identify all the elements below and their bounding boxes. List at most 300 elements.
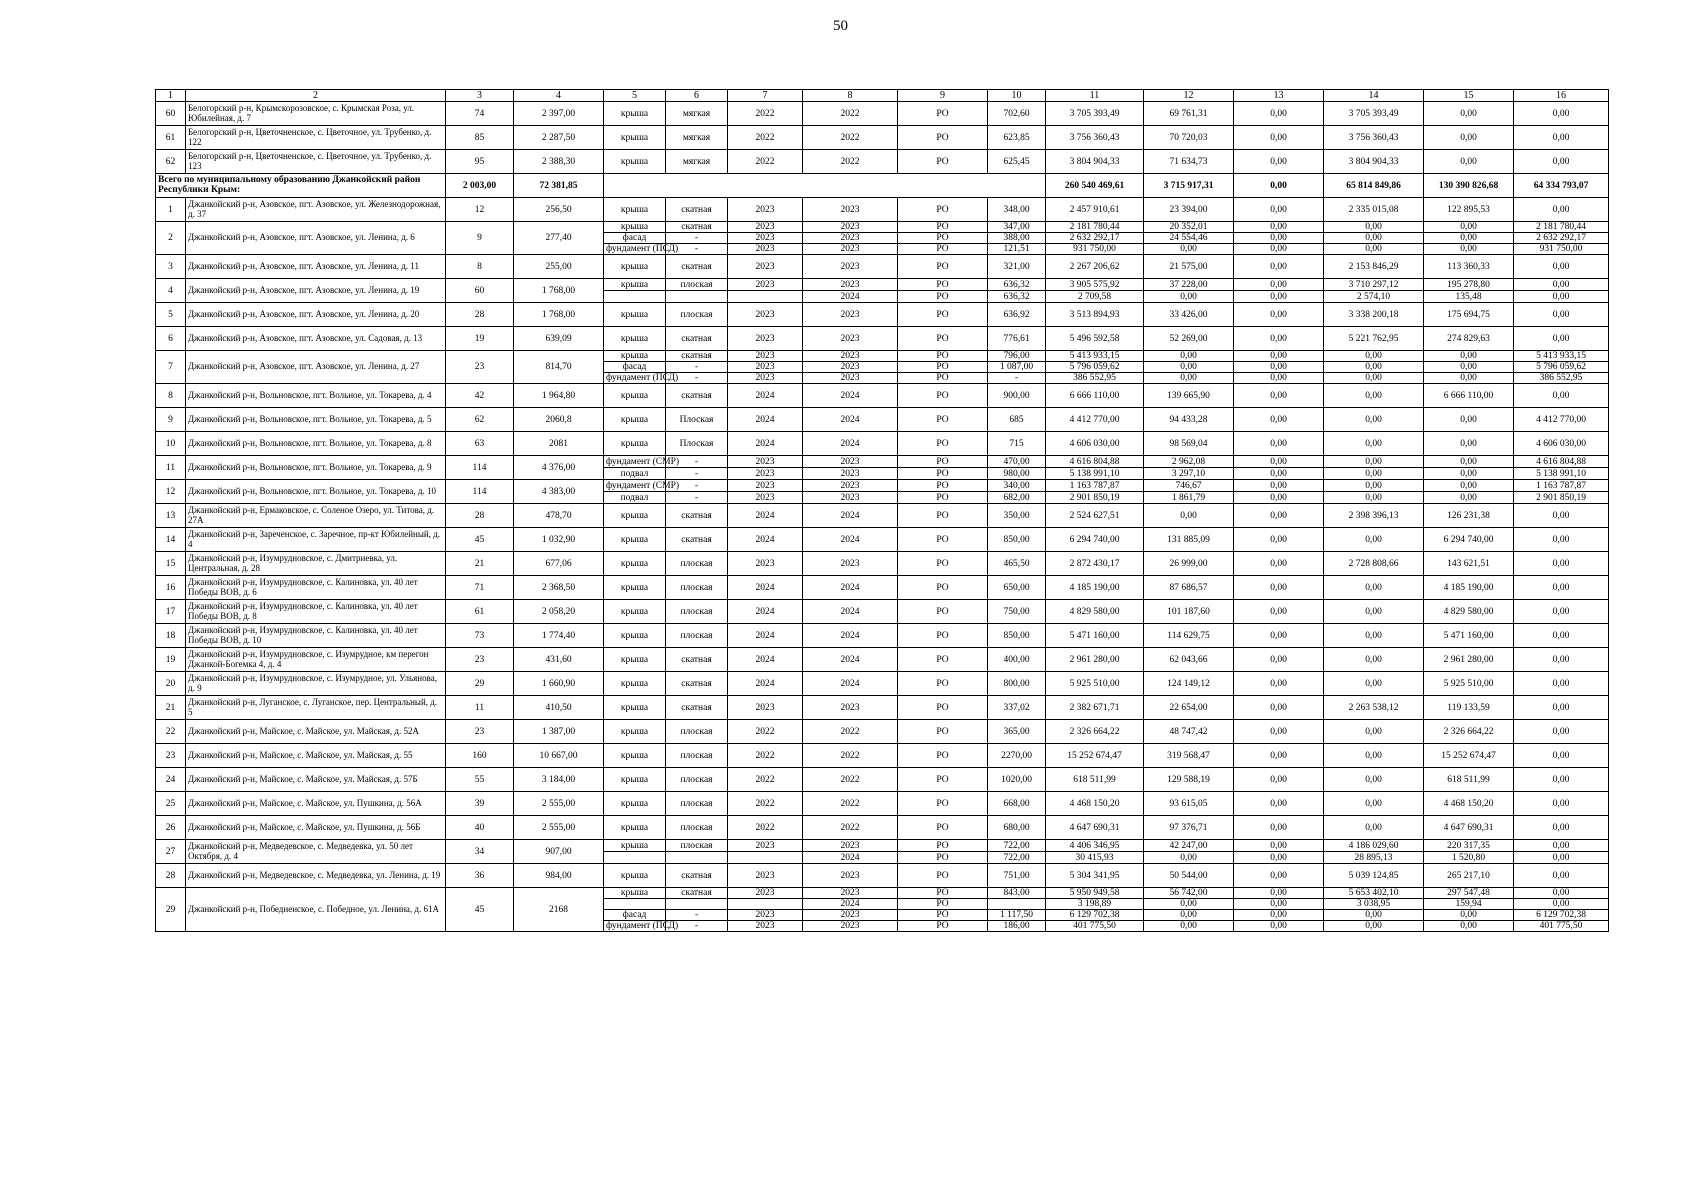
fund-republic: 0,00 [1324, 233, 1424, 244]
psd-cost: 97 376,71 [1144, 816, 1234, 840]
fund-republic: 3 038,95 [1324, 899, 1424, 910]
year-end: 2023 [803, 255, 898, 279]
psd-cost: 62 043,66 [1144, 648, 1234, 672]
building-area: 4 376,00 [514, 456, 604, 480]
building-address: Джанкойский р-н, Азовское, пгт. Азовское, ул. Ленина, д. 19 [186, 279, 446, 303]
work-type: фундамент (ПСД) [604, 373, 666, 384]
year-end: 2023 [803, 351, 898, 362]
work-type: крыша [604, 600, 666, 624]
year-start: 2024 [728, 408, 803, 432]
year-start: 2024 [728, 528, 803, 552]
apartments-count: 23 [446, 720, 514, 744]
fund-federal: 0,00 [1234, 840, 1324, 852]
fund-local: 6 666 110,00 [1424, 384, 1514, 408]
fund-local: 274 829,63 [1424, 327, 1514, 351]
total-cost: 4 468 150,20 [1046, 792, 1144, 816]
table-row [156, 768, 1609, 792]
table-row [156, 528, 1609, 552]
year-end: 2022 [803, 768, 898, 792]
roof-type: - [666, 362, 728, 373]
year-end: 2024 [803, 408, 898, 432]
area [988, 899, 1046, 910]
fund-local: 135,48 [1424, 291, 1514, 303]
table-row [156, 888, 1609, 899]
fund-republic: 0,00 [1324, 351, 1424, 362]
apartments-count: 74 [446, 102, 514, 126]
roof-type: скатная [666, 864, 728, 888]
fund-republic: 0,00 [1324, 576, 1424, 600]
fund-owners: 401 775,50 [1514, 921, 1609, 932]
work-type: фасад [604, 910, 666, 921]
area: 680,00 [988, 816, 1046, 840]
fund-owners: 0,00 [1514, 528, 1609, 552]
year-start: 2022 [728, 150, 803, 174]
fund-republic: 5 221 762,95 [1324, 327, 1424, 351]
year-end: 2023 [803, 480, 898, 492]
roof-type: скатная [666, 672, 728, 696]
building-address: Джанкойский р-н, Изумрудновское, с. Калиновка, ул. 40 лет Победы ВОВ, д. 6 [186, 576, 446, 600]
fund-owners: 0,00 [1514, 899, 1609, 910]
fund-local: 1 520,80 [1424, 852, 1514, 864]
psd-cost: 124 149,12 [1144, 672, 1234, 696]
year-end: 2023 [803, 456, 898, 468]
fund-local: 0,00 [1424, 468, 1514, 480]
row-number: 8 [156, 384, 186, 408]
table-row [156, 504, 1609, 528]
executor: РО [898, 291, 988, 303]
work-type [604, 291, 666, 303]
building-area: 2 555,00 [514, 792, 604, 816]
column-number: 7 [728, 90, 803, 102]
year-start: 2022 [728, 744, 803, 768]
row-number: 3 [156, 255, 186, 279]
table-row [156, 408, 1609, 432]
psd-cost: 98 569,04 [1144, 432, 1234, 456]
total-fund-republic: 65 814 849,86 [1324, 174, 1424, 198]
executor: РО [898, 480, 988, 492]
executor: РО [898, 696, 988, 720]
fund-owners: 0,00 [1514, 126, 1609, 150]
year-start [728, 852, 803, 864]
fund-federal: 0,00 [1234, 291, 1324, 303]
fund-republic: 0,00 [1324, 362, 1424, 373]
psd-cost: 0,00 [1144, 373, 1234, 384]
fund-local: 4 647 690,31 [1424, 816, 1514, 840]
executor: РО [898, 362, 988, 373]
fund-local: 175 694,75 [1424, 303, 1514, 327]
area: 715 [988, 432, 1046, 456]
roof-type: скатная [666, 888, 728, 899]
building-address: Джанкойский р-н, Изумрудновское, с. Изумрудное, ул. Ульянова, д. 9 [186, 672, 446, 696]
total-cost: 6 294 740,00 [1046, 528, 1144, 552]
year-end: 2022 [803, 816, 898, 840]
apartments-count: 61 [446, 600, 514, 624]
table-row [156, 840, 1609, 852]
row-number: 27 [156, 840, 186, 864]
year-end: 2024 [803, 528, 898, 552]
fund-republic: 0,00 [1324, 910, 1424, 921]
fund-federal: 0,00 [1234, 910, 1324, 921]
work-type: фундамент (ПСД) [604, 244, 666, 255]
total-cost: 3 513 894,93 [1046, 303, 1144, 327]
fund-owners: 0,00 [1514, 720, 1609, 744]
total-cost: 3 705 393,49 [1046, 102, 1144, 126]
building-area: 256,50 [514, 198, 604, 222]
year-start: 2023 [728, 198, 803, 222]
fund-owners: 0,00 [1514, 768, 1609, 792]
year-start [728, 291, 803, 303]
row-number: 4 [156, 279, 186, 303]
roof-type: скатная [666, 696, 728, 720]
roof-type: - [666, 233, 728, 244]
table-row [156, 102, 1609, 126]
year-start: 2024 [728, 384, 803, 408]
year-start: 2023 [728, 888, 803, 899]
total-cost: 6 129 702,38 [1046, 910, 1144, 921]
psd-cost: 129 588,19 [1144, 768, 1234, 792]
year-start: 2023 [728, 351, 803, 362]
fund-owners: 0,00 [1514, 255, 1609, 279]
fund-federal: 0,00 [1234, 768, 1324, 792]
work-type: крыша [604, 576, 666, 600]
building-area: 255,00 [514, 255, 604, 279]
apartments-count: 23 [446, 648, 514, 672]
row-number: 22 [156, 720, 186, 744]
psd-cost: 0,00 [1144, 244, 1234, 255]
fund-owners: 0,00 [1514, 102, 1609, 126]
page-number: 50 [833, 18, 848, 34]
apartments-count: 36 [446, 864, 514, 888]
area: 400,00 [988, 648, 1046, 672]
table-row [156, 720, 1609, 744]
row-number: 12 [156, 480, 186, 504]
building-area: 2168 [514, 888, 604, 932]
area: 650,00 [988, 576, 1046, 600]
fund-local: 143 621,51 [1424, 552, 1514, 576]
psd-cost: 114 629,75 [1144, 624, 1234, 648]
row-number: 25 [156, 792, 186, 816]
roof-type: плоская [666, 720, 728, 744]
fund-federal: 0,00 [1234, 696, 1324, 720]
fund-owners: 0,00 [1514, 624, 1609, 648]
roof-type: скатная [666, 384, 728, 408]
executor: РО [898, 744, 988, 768]
area: 722,00 [988, 840, 1046, 852]
apartments-count: 8 [446, 255, 514, 279]
fund-owners: 931 750,00 [1514, 244, 1609, 255]
fund-owners: 0,00 [1514, 552, 1609, 576]
area: 682,00 [988, 492, 1046, 504]
executor: РО [898, 150, 988, 174]
building-area: 410,50 [514, 696, 604, 720]
fund-owners: 0,00 [1514, 672, 1609, 696]
fund-owners: 0,00 [1514, 840, 1609, 852]
fund-local: 6 294 740,00 [1424, 528, 1514, 552]
apartments-count: 39 [446, 792, 514, 816]
work-type: крыша [604, 792, 666, 816]
year-start: 2024 [728, 600, 803, 624]
building-area: 2 058,20 [514, 600, 604, 624]
year-start: 2024 [728, 624, 803, 648]
building-address: Белогорский р-н, Цветочненское, с. Цветочное, ул. Трубенко, д. 122 [186, 126, 446, 150]
building-area: 2 368,50 [514, 576, 604, 600]
executor: РО [898, 222, 988, 233]
total-cost: 4 829 580,00 [1046, 600, 1144, 624]
year-end: 2023 [803, 303, 898, 327]
fund-local: 0,00 [1424, 480, 1514, 492]
building-address: Белогорский р-н, Крымскорозовское, с. Крымская Роза, ул. Юбилейная, д. 7 [186, 102, 446, 126]
fund-federal: 0,00 [1234, 744, 1324, 768]
building-address: Джанкойский р-н, Вольновское, пгт. Вольное, ул. Токарева, д. 4 [186, 384, 446, 408]
total-cost: 618 511,99 [1046, 768, 1144, 792]
building-address: Джанкойский р-н, Изумрудновское, с. Изумрудное, км перегон Джанкой-Богемка 4, д. 4 [186, 648, 446, 672]
executor: РО [898, 672, 988, 696]
table-row [156, 816, 1609, 840]
psd-cost: 33 426,00 [1144, 303, 1234, 327]
work-type: фасад [604, 362, 666, 373]
building-address: Джанкойский р-н, Азовское, пгт. Азовское, ул. Ленина, д. 6 [186, 222, 446, 255]
fund-republic: 0,00 [1324, 244, 1424, 255]
year-start: 2022 [728, 126, 803, 150]
executor: РО [898, 303, 988, 327]
row-number: 26 [156, 816, 186, 840]
total-cost: 30 415,93 [1046, 852, 1144, 864]
column-number: 16 [1514, 90, 1609, 102]
executor: РО [898, 492, 988, 504]
fund-local: 0,00 [1424, 102, 1514, 126]
roof-type: плоская [666, 840, 728, 852]
building-address: Джанкойский р-н, Майское, с. Майское, ул. Майская, д. 52А [186, 720, 446, 744]
fund-republic: 2 574,10 [1324, 291, 1424, 303]
fund-federal: 0,00 [1234, 150, 1324, 174]
table-row [156, 198, 1609, 222]
total-cost: 5 138 991,10 [1046, 468, 1144, 480]
fund-federal: 0,00 [1234, 899, 1324, 910]
area: 186,00 [988, 921, 1046, 932]
total-cost: 5 796 059,62 [1046, 362, 1144, 373]
work-type: крыша [604, 768, 666, 792]
fund-federal: 0,00 [1234, 600, 1324, 624]
fund-local: 2 961 280,00 [1424, 648, 1514, 672]
psd-cost: 42 247,00 [1144, 840, 1234, 852]
area: 121,51 [988, 244, 1046, 255]
roof-type: скатная [666, 528, 728, 552]
area: 337,02 [988, 696, 1046, 720]
table-row [156, 552, 1609, 576]
year-end: 2023 [803, 921, 898, 932]
roof-type: мягкая [666, 102, 728, 126]
column-number: 9 [898, 90, 988, 102]
fund-local: 4 829 580,00 [1424, 600, 1514, 624]
building-area: 4 383,00 [514, 480, 604, 504]
fund-owners: 5 138 991,10 [1514, 468, 1609, 480]
table-row [156, 480, 1609, 492]
fund-owners: 0,00 [1514, 648, 1609, 672]
fund-owners: 0,00 [1514, 852, 1609, 864]
building-area: 639,09 [514, 327, 604, 351]
building-address: Джанкойский р-н, Вольновское, пгт. Вольное, ул. Токарева, д. 10 [186, 480, 446, 504]
fund-federal: 0,00 [1234, 552, 1324, 576]
building-area: 1 660,90 [514, 672, 604, 696]
fund-republic: 0,00 [1324, 384, 1424, 408]
roof-type: - [666, 910, 728, 921]
year-end: 2023 [803, 468, 898, 480]
fund-federal: 0,00 [1234, 244, 1324, 255]
building-address: Джанкойский р-н, Зареченское, с. Заречное, пр-кт Юбилейный, д. 4 [186, 528, 446, 552]
building-area: 814,70 [514, 351, 604, 384]
executor: РО [898, 279, 988, 291]
work-type: крыша [604, 504, 666, 528]
year-start: 2023 [728, 255, 803, 279]
fund-republic: 0,00 [1324, 222, 1424, 233]
psd-cost: 87 686,57 [1144, 576, 1234, 600]
table-row [156, 384, 1609, 408]
work-type: фундамент (СМР) [604, 480, 666, 492]
apartments-count: 21 [446, 552, 514, 576]
executor: РО [898, 852, 988, 864]
fund-owners: 0,00 [1514, 576, 1609, 600]
fund-republic: 5 653 402,10 [1324, 888, 1424, 899]
year-end: 2024 [803, 504, 898, 528]
building-area: 478,70 [514, 504, 604, 528]
executor: РО [898, 792, 988, 816]
building-area: 2081 [514, 432, 604, 456]
fund-federal: 0,00 [1234, 720, 1324, 744]
fund-republic: 28 895,13 [1324, 852, 1424, 864]
year-end: 2024 [803, 384, 898, 408]
row-number: 10 [156, 432, 186, 456]
year-start: 2023 [728, 480, 803, 492]
table-row [156, 576, 1609, 600]
fund-local: 126 231,38 [1424, 504, 1514, 528]
year-end: 2022 [803, 150, 898, 174]
column-number: 6 [666, 90, 728, 102]
fund-local: 0,00 [1424, 432, 1514, 456]
row-number: 11 [156, 456, 186, 480]
psd-cost: 131 885,09 [1144, 528, 1234, 552]
fund-republic: 0,00 [1324, 456, 1424, 468]
total-cost: 3 905 575,92 [1046, 279, 1144, 291]
area: 776,61 [988, 327, 1046, 351]
fund-local: 195 278,80 [1424, 279, 1514, 291]
area: 796,00 [988, 351, 1046, 362]
year-end: 2024 [803, 624, 898, 648]
fund-owners: 2 901 850,19 [1514, 492, 1609, 504]
fund-local: 0,00 [1424, 921, 1514, 932]
fund-federal: 0,00 [1234, 792, 1324, 816]
table-row [156, 600, 1609, 624]
year-end: 2024 [803, 291, 898, 303]
roof-type: - [666, 492, 728, 504]
roof-type: - [666, 480, 728, 492]
year-end: 2023 [803, 552, 898, 576]
fund-republic: 3 710 297,12 [1324, 279, 1424, 291]
fund-local: 159,94 [1424, 899, 1514, 910]
total-cost: 2 901 850,19 [1046, 492, 1144, 504]
work-type: крыша [604, 816, 666, 840]
fund-federal: 0,00 [1234, 504, 1324, 528]
fund-federal: 0,00 [1234, 480, 1324, 492]
roof-type: плоская [666, 816, 728, 840]
table-row [156, 279, 1609, 291]
psd-cost: 94 433,28 [1144, 408, 1234, 432]
fund-federal: 0,00 [1234, 672, 1324, 696]
fund-federal: 0,00 [1234, 362, 1324, 373]
fund-local: 15 252 674,47 [1424, 744, 1514, 768]
fund-owners: 2 632 292,17 [1514, 233, 1609, 244]
executor: РО [898, 244, 988, 255]
fund-owners: 0,00 [1514, 150, 1609, 174]
fund-republic: 0,00 [1324, 720, 1424, 744]
building-address: Джанкойский р-н, Изумрудновское, с. Калиновка, ул. 40 лет Победы ВОВ, д. 8 [186, 600, 446, 624]
area: 636,32 [988, 279, 1046, 291]
table-row [156, 648, 1609, 672]
psd-cost: 37 228,00 [1144, 279, 1234, 291]
fund-republic: 0,00 [1324, 468, 1424, 480]
building-address: Джанкойский р-н, Вольновское, пгт. Вольное, ул. Токарева, д. 9 [186, 456, 446, 480]
area: 470,00 [988, 456, 1046, 468]
row-number: 16 [156, 576, 186, 600]
year-end: 2023 [803, 840, 898, 852]
year-start: 2023 [728, 921, 803, 932]
column-number: 3 [446, 90, 514, 102]
work-type: крыша [604, 432, 666, 456]
apartments-count: 55 [446, 768, 514, 792]
psd-cost: 70 720,03 [1144, 126, 1234, 150]
total-cost: 5 471 160,00 [1046, 624, 1144, 648]
total-cost: 2 961 280,00 [1046, 648, 1144, 672]
fund-local: 0,00 [1424, 373, 1514, 384]
fund-federal: 0,00 [1234, 528, 1324, 552]
area: 850,00 [988, 528, 1046, 552]
year-end: 2024 [803, 576, 898, 600]
building-area: 2 555,00 [514, 816, 604, 840]
area: 321,00 [988, 255, 1046, 279]
table-row [156, 432, 1609, 456]
building-area: 10 667,00 [514, 744, 604, 768]
total-cost: 5 925 510,00 [1046, 672, 1144, 696]
psd-cost: 746,67 [1144, 480, 1234, 492]
roof-type [666, 899, 728, 910]
fund-local: 297 547,48 [1424, 888, 1514, 899]
year-start: 2023 [728, 327, 803, 351]
year-end: 2023 [803, 864, 898, 888]
executor: РО [898, 456, 988, 468]
year-start: 2023 [728, 696, 803, 720]
year-start: 2023 [728, 279, 803, 291]
fund-federal: 0,00 [1234, 456, 1324, 468]
total-psd-cost: 3 715 917,31 [1144, 174, 1234, 198]
year-end: 2023 [803, 233, 898, 244]
year-start: 2023 [728, 244, 803, 255]
fund-republic: 0,00 [1324, 492, 1424, 504]
fund-local: 0,00 [1424, 244, 1514, 255]
building-area: 1 387,00 [514, 720, 604, 744]
fund-federal: 0,00 [1234, 198, 1324, 222]
fund-republic: 0,00 [1324, 744, 1424, 768]
work-type: крыша [604, 351, 666, 362]
fund-federal: 0,00 [1234, 102, 1324, 126]
fund-federal: 0,00 [1234, 852, 1324, 864]
fund-federal: 0,00 [1234, 222, 1324, 233]
year-start: 2023 [728, 492, 803, 504]
building-area: 2 287,50 [514, 126, 604, 150]
area: 365,00 [988, 720, 1046, 744]
column-number: 10 [988, 90, 1046, 102]
fund-federal: 0,00 [1234, 373, 1324, 384]
roof-type: Плоская [666, 432, 728, 456]
year-start: 2023 [728, 840, 803, 852]
